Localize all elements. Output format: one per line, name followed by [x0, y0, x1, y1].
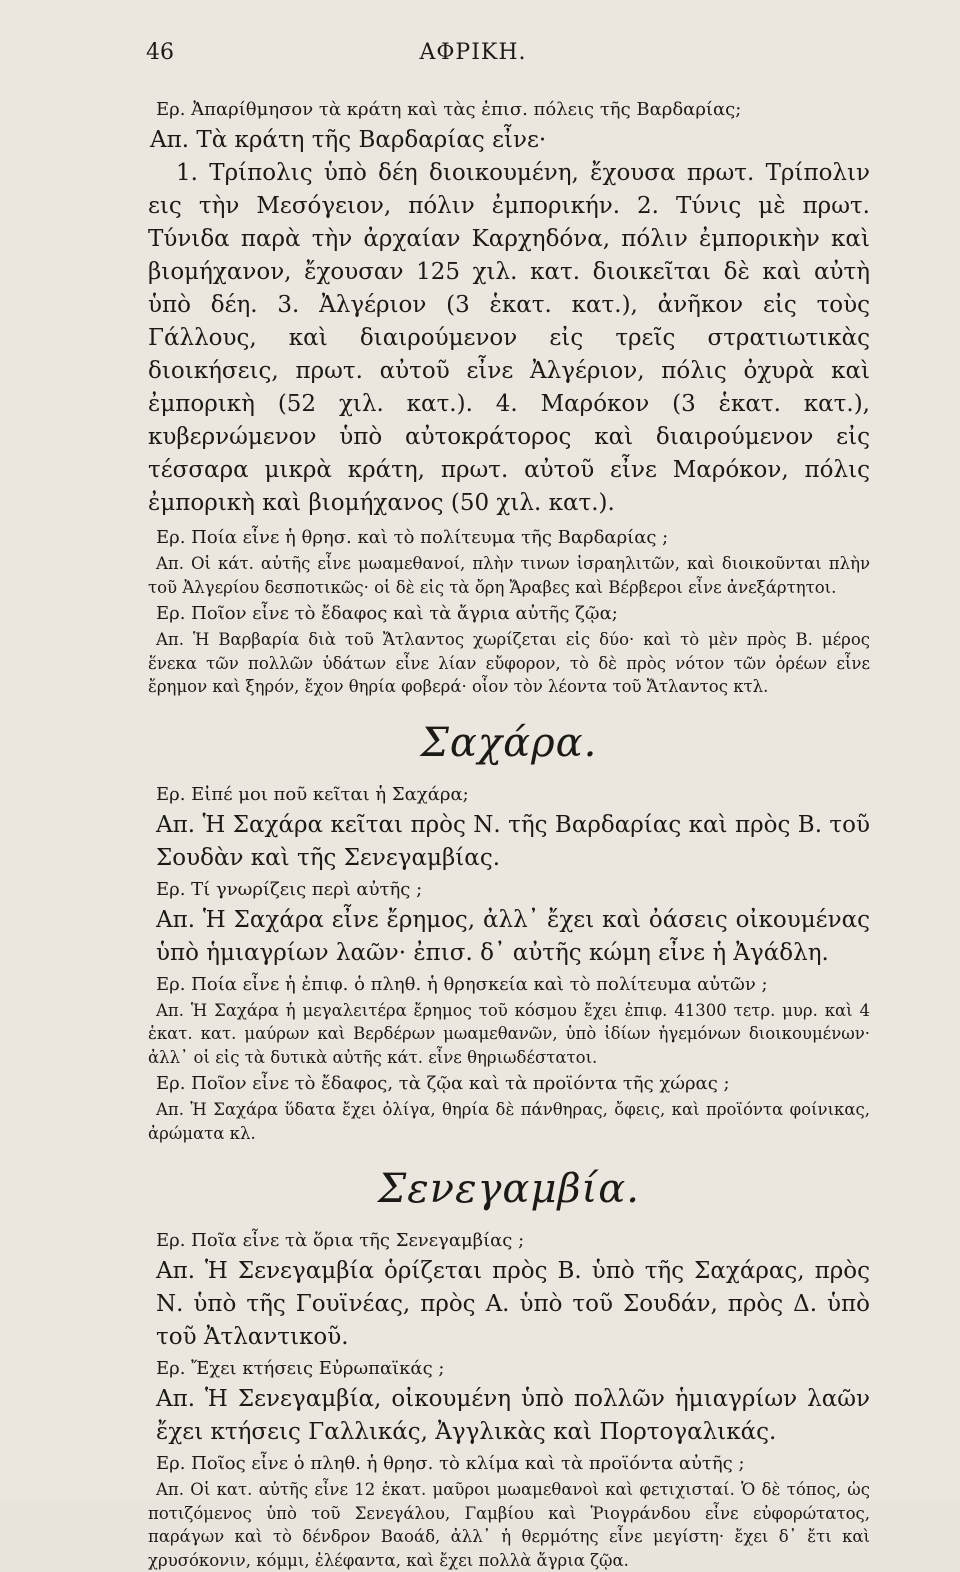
answer-barbary-soil	[148, 628, 870, 699]
page-header	[148, 40, 870, 80]
answer-barbary-religion	[148, 552, 870, 599]
question-barbary-religion: Ερ. Ποία εἶνε ἡ θρησ. καὶ τὸ πολίτευμα τῆς Βαρδαρίας ;	[156, 527, 669, 548]
question-sahara-location: Ερ. Εἰπέ μοι ποῦ κεῖται ἡ Σαχάρα;	[156, 783, 469, 805]
answer-sahara-area	[148, 999, 870, 1070]
answer-barbary-religion-text: Απ. Οἱ κάτ. αὐτῆς εἶνε μωαμεθανοί, πλὴν τινων ἰσραηλιτῶν, καὶ διοικοῦνται πλὴν τοῦ Ἀλγερίου δεσποτικῶς· οἱ δὲ εἰς τὰ ὄρη Ἄραβες καὶ Βέρβεροι εἶνε ἀνεξάρτητοι.	[148, 554, 870, 597]
question-senegambia-borders: Ερ. Ποῖα εἶνε τὰ ὅρια τῆς Σενεγαμβίας ;	[156, 1230, 525, 1251]
question-sahara-soil: Ερ. Ποῖον εἶνε τὸ ἔδαφος, τὰ ζῷα καὶ τὰ προϊόντα τῆς χώρας ;	[156, 1073, 730, 1094]
senegambia-section	[148, 1229, 870, 1572]
section-title-sahara: Σαχάρα.	[420, 719, 598, 766]
answer-sahara-soil-text: Απ. Ἡ Σαχάρα ὕδατα ἔχει ὀλίγα, θηρία δὲ πάνθηρας, ὄφεις, καὶ προϊόντα φοίνικας, ἀρώματα κλ.	[148, 1100, 870, 1143]
sahara-section	[148, 783, 870, 1146]
question-senegambia-population: Ερ. Ποῖος εἶνε ὁ πληθ. ἡ θρησ. τὸ κλίμα καὶ τὰ προϊόντα αὐτῆς ;	[156, 1453, 745, 1474]
page-number: 46	[146, 40, 174, 65]
answer-barbary-states-body: 1. Τρίπολις ὑπὸ δέη διοικουμένη, ἔχουσα πρωτ. Τρίπολιν εις τὴν Μεσόγειον, πόλιν ἐμπορικήν. 2. Τύνις μὲ πρωτ. Τύνιδα παρὰ τὴν ἀρχαίαν Καρχηδόνα, πόλιν ἐμπορικὴν καὶ βιομήχανον, ἔχουσαν 125 χιλ. κατ. διοικεῖται δὲ καὶ αὐτὴ ὑπὸ δέη. 3. Ἀλγέριον (3 ἑκατ. κατ.), ἀνῆκον εἰς τοὺς Γάλλους, καὶ διαιρούμενον εἰς τρεῖς στρατιωτικὰς διοικήσεις, πρωτ. αὐτοῦ εἶνε Ἀλγέριον, πόλις ὀχυρὰ καὶ ἐμπορικὴ (52 χιλ. κατ.). 4. Μαρόκον (3 ἑκατ. κατ.), κυβερνώμενον ὑπὸ αὐτοκράτορος καὶ διαιρούμενον εἰς τέσσαρα μικρὰ κράτη, πρωτ. αὐτοῦ εἶνε Μαρόκον, πόλις ἐμπορικὴ καὶ βιομήχανος (50 χιλ. κατ.).	[148, 160, 870, 516]
answer-senegambia-population	[148, 1478, 870, 1572]
section-title-senegambia: Σενεγαμβία.	[378, 1166, 640, 1212]
answer-sahara-about: Απ. Ἡ Σαχάρα εἶνε ἔρημος, ἀλλ᾽ ἔχει καὶ ὀάσεις οἰκουμένας ὑπὸ ἡμιαγρίων λαῶν· ἐπισ. δ᾽ αὐτῆς κώμη εἶνε ἡ Ἀγάδλη.	[156, 906, 870, 966]
question-sahara-area: Ερ. Ποία εἶνε ἡ ἐπιφ. ὁ πληθ. ἡ θρησκεία καὶ τὸ πολίτευμα αὐτῶν ;	[156, 973, 768, 995]
answer-sahara-soil	[148, 1098, 870, 1145]
answer-senegambia-possessions: Απ. Ἡ Σενεγαμβία, οἰκουμένη ὑπὸ πολλῶν ἡμιαγρίων λαῶν ἔχει κτήσεις Γαλλικάς, Ἀγγλικὰς καὶ Πορτογαλικάς.	[156, 1386, 870, 1445]
barbary-section	[148, 98, 870, 699]
running-head: ΑΦΡΙΚΗ.	[419, 40, 527, 65]
answer-barbary-states-intro: Απ. Τὰ κράτη τῆς Βαρδαρίας εἶνε·	[150, 127, 547, 153]
question-barbary-soil: Ερ. Ποῖον εἶνε τὸ ἔδαφος καὶ τὰ ἄγρια αὐτῆς ζῷα;	[156, 603, 618, 624]
question-senegambia-possessions: Ερ. Ἔχει κτήσεις Εὐρωπαϊκάς ;	[156, 1358, 445, 1379]
answer-barbary-soil-text: Απ. Ἡ Βαρβαρία διὰ τοῦ Ἄτλαντος χωρίζεται εἰς δύο· καὶ τὸ μὲν πρὸς Β. μέρος ἕνεκα τῶν πολλῶν ὑδάτων εἶνε λίαν εὔφορον, τὸ δὲ πρὸς νότον τῶν ὀρέων εἶνε ἔρημον καὶ ξηρόν, ἔχον θηρία φοβερά· οἷον τὸν λέοντα τοῦ Ἄτλαντος κτλ.	[148, 630, 870, 696]
answer-senegambia-population-text: Απ. Οἱ κατ. αὐτῆς εἶνε 12 ἑκατ. μαῦροι μωαμεθανοὶ καὶ φετιχισταί. Ὁ δὲ τόπος, ὡς ποτιζόμενος ὑπὸ τοῦ Σενεγάλου, Γαμβίου καὶ Ῥιογράνδου εἶνε εὐφορώτατος, παράγων καὶ τὸ δένδρον Βαοάδ, ἀλλ᾽ ἡ θερμότης εἶνε μεγίστη· ἔχει δ᾽ ἔτι καὶ χρυσόκονιν, κόμμι, ἐλέφαντα, καὶ ἔχει πολλὰ ἄγρια ζῷα.	[148, 1480, 870, 1570]
answer-sahara-location: Απ. Ἡ Σαχάρα κεῖται πρὸς Ν. τῆς Βαρδαρίας καὶ πρὸς Β. τοῦ Σουδὰν καὶ τῆς Σενεγαμβίας.	[156, 811, 870, 871]
answer-senegambia-borders: Απ. Ἡ Σενεγαμβία ὁρίζεται πρὸς Β. ὑπὸ τῆς Σαχάρας, πρὸς Ν. ὑπὸ τῆς Γουϊνέας, πρὸς Α. ὑπὸ τοῦ Σουδάν, πρὸς Δ. ὑπὸ τοῦ Ἀτλαντικοῦ.	[156, 1258, 870, 1350]
answer-sahara-area-text: Απ. Ἡ Σαχάρα ἡ μεγαλειτέρα ἔρημος τοῦ κόσμου ἔχει ἐπιφ. 41300 τετρ. μυρ. καὶ 4 ἑκατ. κατ. μαύρων καὶ Βερδέρων μωαμεθανῶν, ὑπὸ ἰδίων ἡγεμόνων διοικουμένων· ἀλλ᾽ οἱ εἰς τὰ δυτικὰ αὐτῆς κάτ. εἶνε θηριωδέστατοι.	[148, 1000, 870, 1067]
question-sahara-about: Ερ. Τί γνωρίζεις περὶ αὐτῆς ;	[156, 878, 423, 900]
question-barbary-states: Ερ. Ἀπαρίθμησον τὰ κράτη καὶ τὰς ἐπισ. πόλεις τῆς Βαρδαρίας;	[156, 99, 742, 120]
